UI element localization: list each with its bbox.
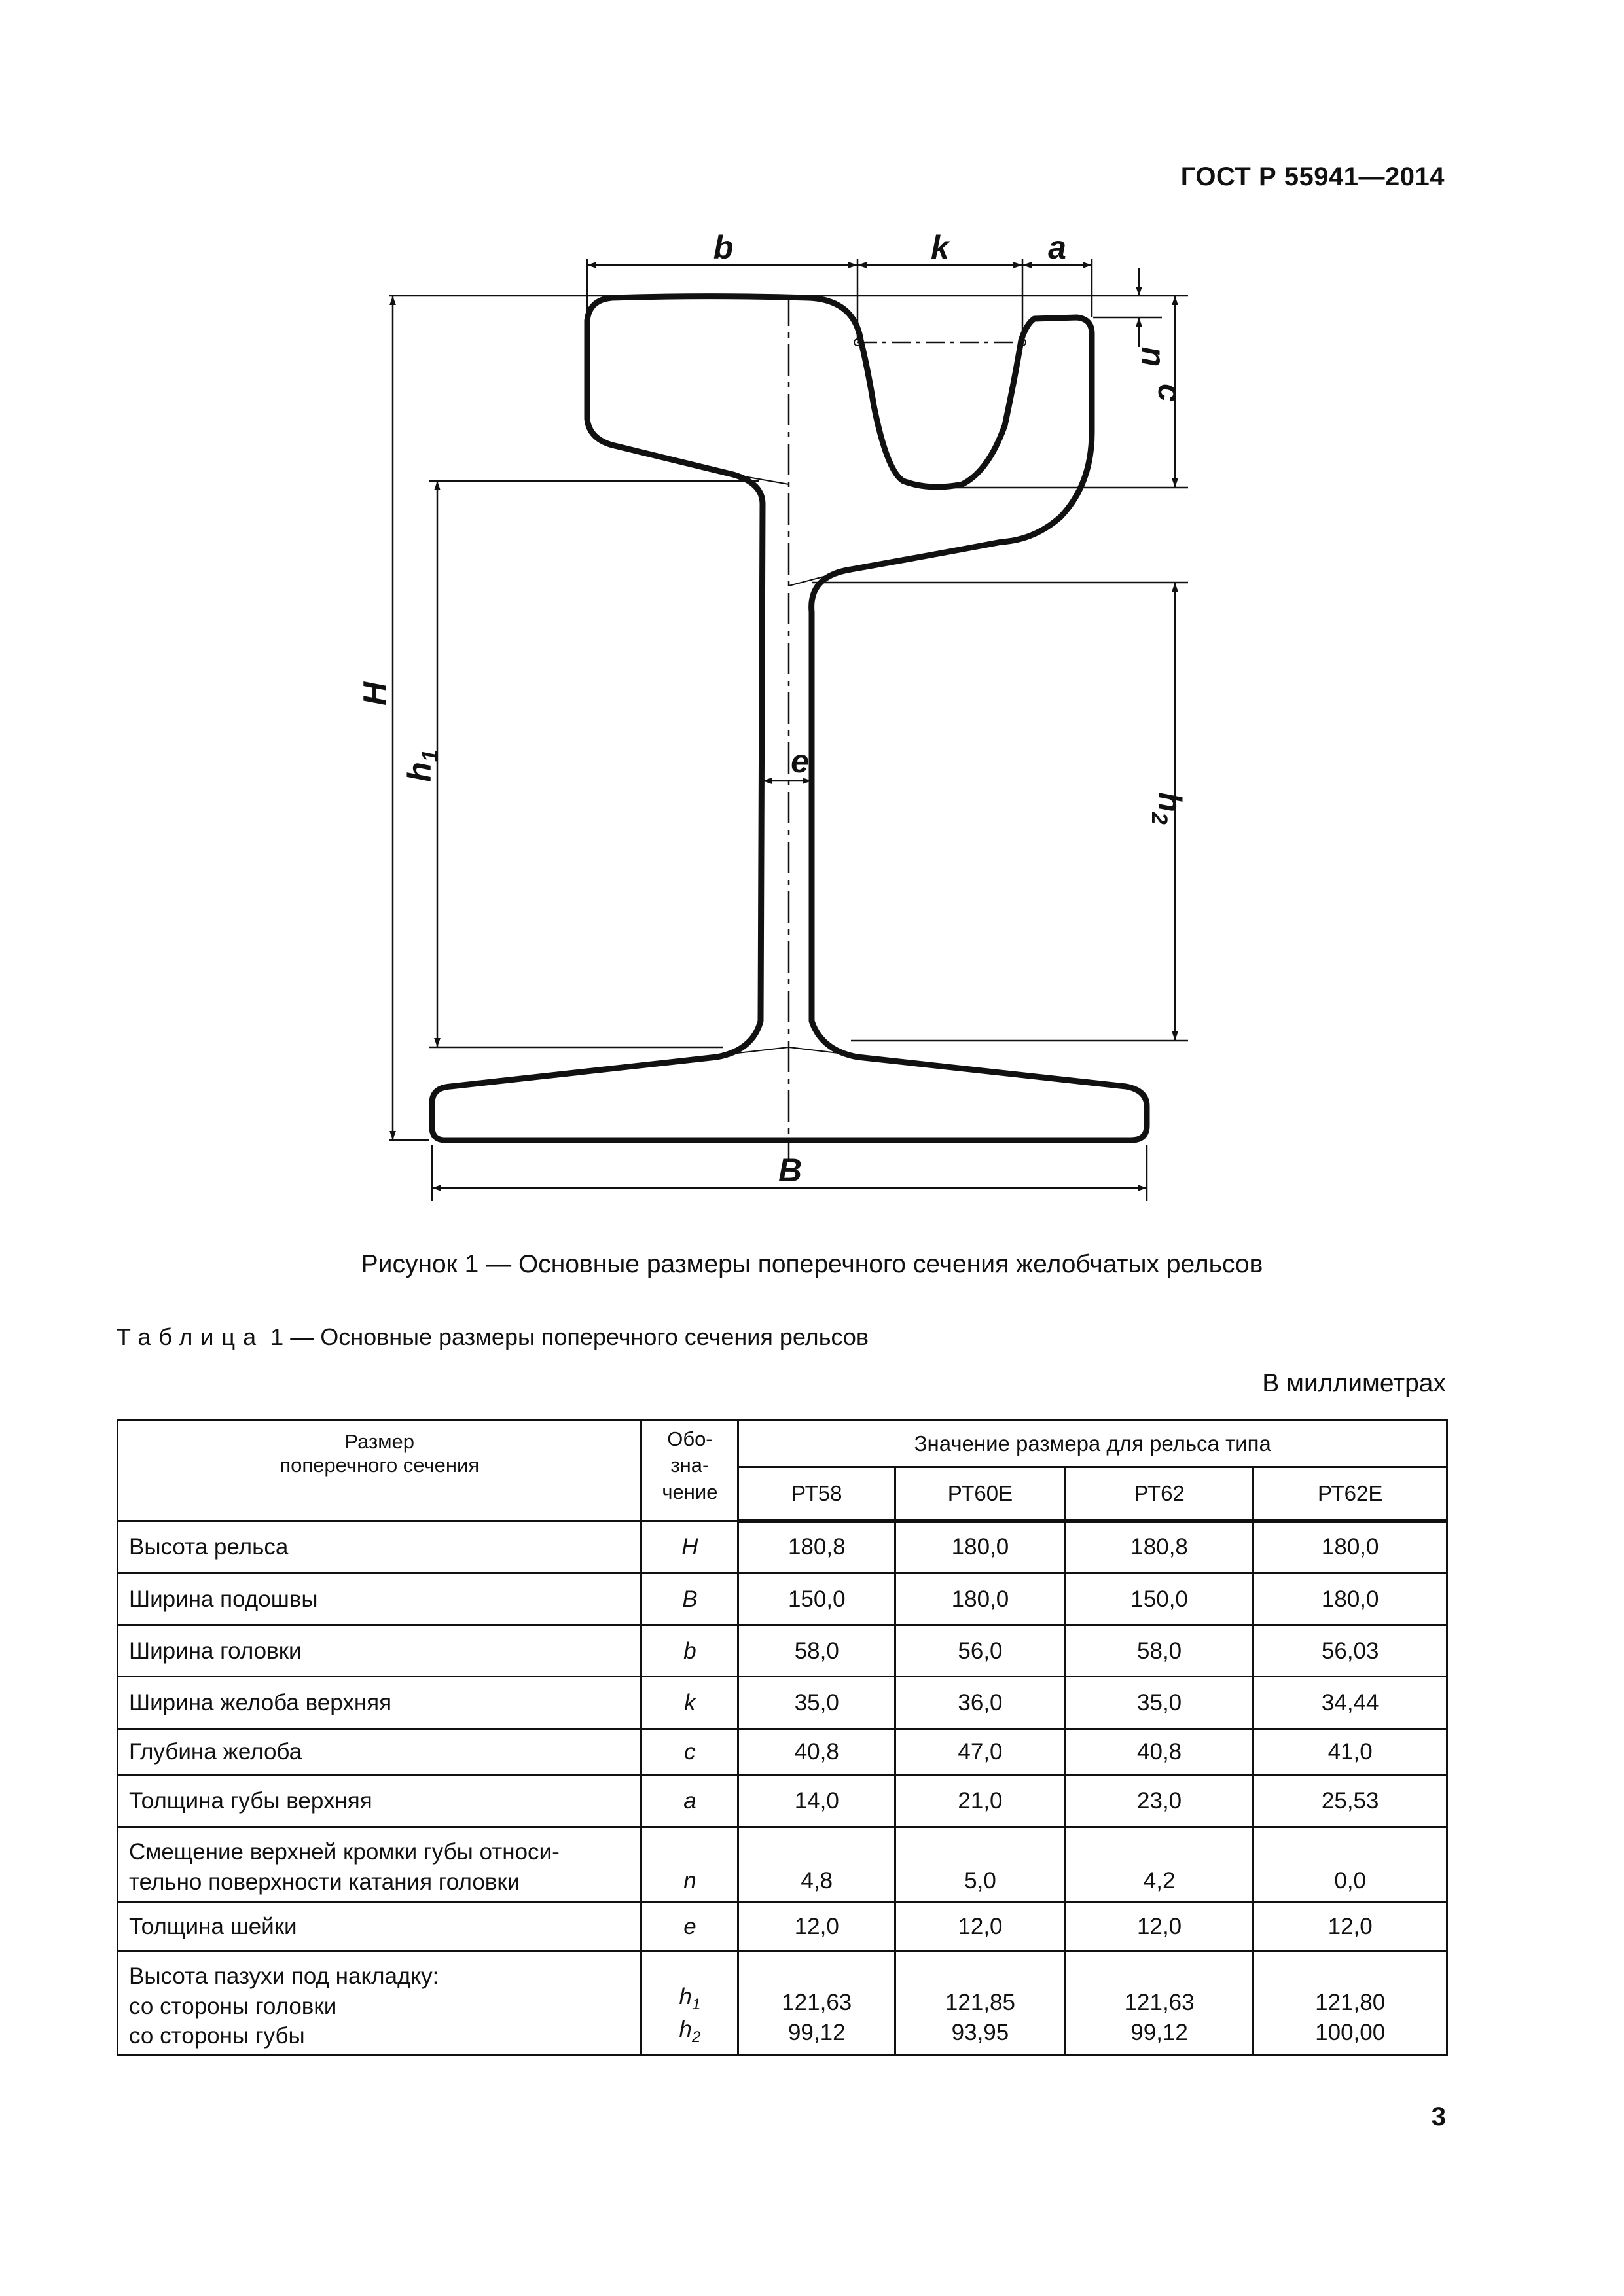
row-symbol: k [641,1677,738,1729]
header-type: РТ58 [738,1467,895,1521]
row-symbol: b [641,1626,738,1677]
row-value: 36,0 [895,1677,1066,1729]
row-value: 0,0 [1254,1827,1447,1902]
row-value: 25,53 [1254,1775,1447,1827]
header-value: Значение размера для рельса типа [738,1420,1447,1467]
row-value: 40,8 [738,1729,895,1775]
dim-label-a: a [1048,229,1066,266]
table-title [117,1323,869,1351]
dim-label-h2: $h_2$ [1147,792,1188,825]
row-value: 35,0 [1065,1677,1254,1729]
row-name: Ширина подошвы [118,1573,641,1626]
row-value: 12,0 [1065,1902,1254,1952]
row-value: 40,8 [1065,1729,1254,1775]
document-code: ГОСТ Р 55941—2014 [1180,162,1445,191]
table-row [118,1677,1447,1729]
row-value: 23,0 [1065,1775,1254,1827]
dim-label-h1: $h_1$ [401,749,442,782]
row-value: 121,63 99,12 [1065,1952,1254,2055]
table-row [118,1902,1447,1952]
dim-label-c: c [1151,384,1188,402]
dim-label-b: b [713,229,734,266]
dim-label-e: e [791,743,809,780]
table-title-text: — Основные размеры поперечного сечения рельсов [290,1323,869,1350]
units-note: В миллиметрах [1262,1369,1446,1397]
table-row [118,1626,1447,1677]
row-value: 14,0 [738,1775,895,1827]
row-value: 47,0 [895,1729,1066,1775]
row-value: 56,0 [895,1626,1066,1677]
row-value: 150,0 [738,1573,895,1626]
table-row [118,1573,1447,1626]
table-title-number: 1 [270,1323,284,1350]
row-value: 5,0 [895,1827,1066,1902]
header-type: РТ62Е [1254,1467,1447,1521]
row-value: 58,0 [738,1626,895,1677]
table-row [118,1729,1447,1775]
table-row [118,1952,1447,2055]
table-header-row [118,1420,1447,1467]
row-value: 180,0 [895,1573,1066,1626]
header-size: Размер поперечного сечения [118,1420,641,1521]
header-symbol: Обо- зна- чение [641,1420,738,1521]
dim-label-n: n [1135,346,1172,367]
row-value: 180,0 [1254,1573,1447,1626]
row-name: Глубина желоба [118,1729,641,1775]
page-number: 3 [1431,2102,1446,2131]
header-type: РТ60Е [895,1467,1066,1521]
row-name: Ширина головки [118,1626,641,1677]
row-value: 12,0 [1254,1902,1447,1952]
row-symbol: B [641,1573,738,1626]
row-symbol: $h_1$ $h_2$ [641,1952,738,2055]
dimension-lines [393,265,1175,1188]
row-value: 180,8 [738,1521,895,1573]
row-name: Ширина желоба верхняя [118,1677,641,1729]
row-value: 4,8 [738,1827,895,1902]
dim-label-B: B [778,1152,803,1189]
row-value: 21,0 [895,1775,1066,1827]
row-value: 35,0 [738,1677,895,1729]
row-name: Высота рельса [118,1521,641,1573]
row-value: 121,63 99,12 [738,1952,895,2055]
row-value: 12,0 [738,1902,895,1952]
header-type: РТ62 [1065,1467,1254,1521]
row-symbol: a [641,1775,738,1827]
row-symbol: e [641,1902,738,1952]
dim-label-H: H [357,681,393,706]
row-symbol: H [641,1521,738,1573]
row-name: Толщина губы верхняя [118,1775,641,1827]
row-value: 180,0 [895,1521,1066,1573]
row-value: 180,0 [1254,1521,1447,1573]
figure-caption: Рисунок 1 — Основные размеры поперечного сечения желобчатых рельсов [361,1250,1263,1278]
row-value: 34,44 [1254,1677,1447,1729]
table-title-word: Таблица [117,1323,264,1350]
row-value: 58,0 [1065,1626,1254,1677]
row-value: 12,0 [895,1902,1066,1952]
row-name: Высота пазухи под накладку: со стороны головки со стороны губы [118,1952,641,2055]
table-row [118,1827,1447,1902]
row-symbol: n [641,1827,738,1902]
dim-label-k: k [931,229,949,266]
row-name: Смещение верхней кромки губы относи- тельно поверхности катания головки [118,1827,641,1902]
table-row [118,1775,1447,1827]
row-value: 41,0 [1254,1729,1447,1775]
row-name: Толщина шейки [118,1902,641,1952]
row-value: 121,80 100,00 [1254,1952,1447,2055]
row-value: 150,0 [1065,1573,1254,1626]
rail-dimensions-table [117,1419,1448,2056]
row-value: 121,85 93,95 [895,1952,1066,2055]
row-symbol: c [641,1729,738,1775]
table-row [118,1521,1447,1573]
row-value: 180,8 [1065,1521,1254,1573]
row-value: 56,03 [1254,1626,1447,1677]
row-value: 4,2 [1065,1827,1254,1902]
